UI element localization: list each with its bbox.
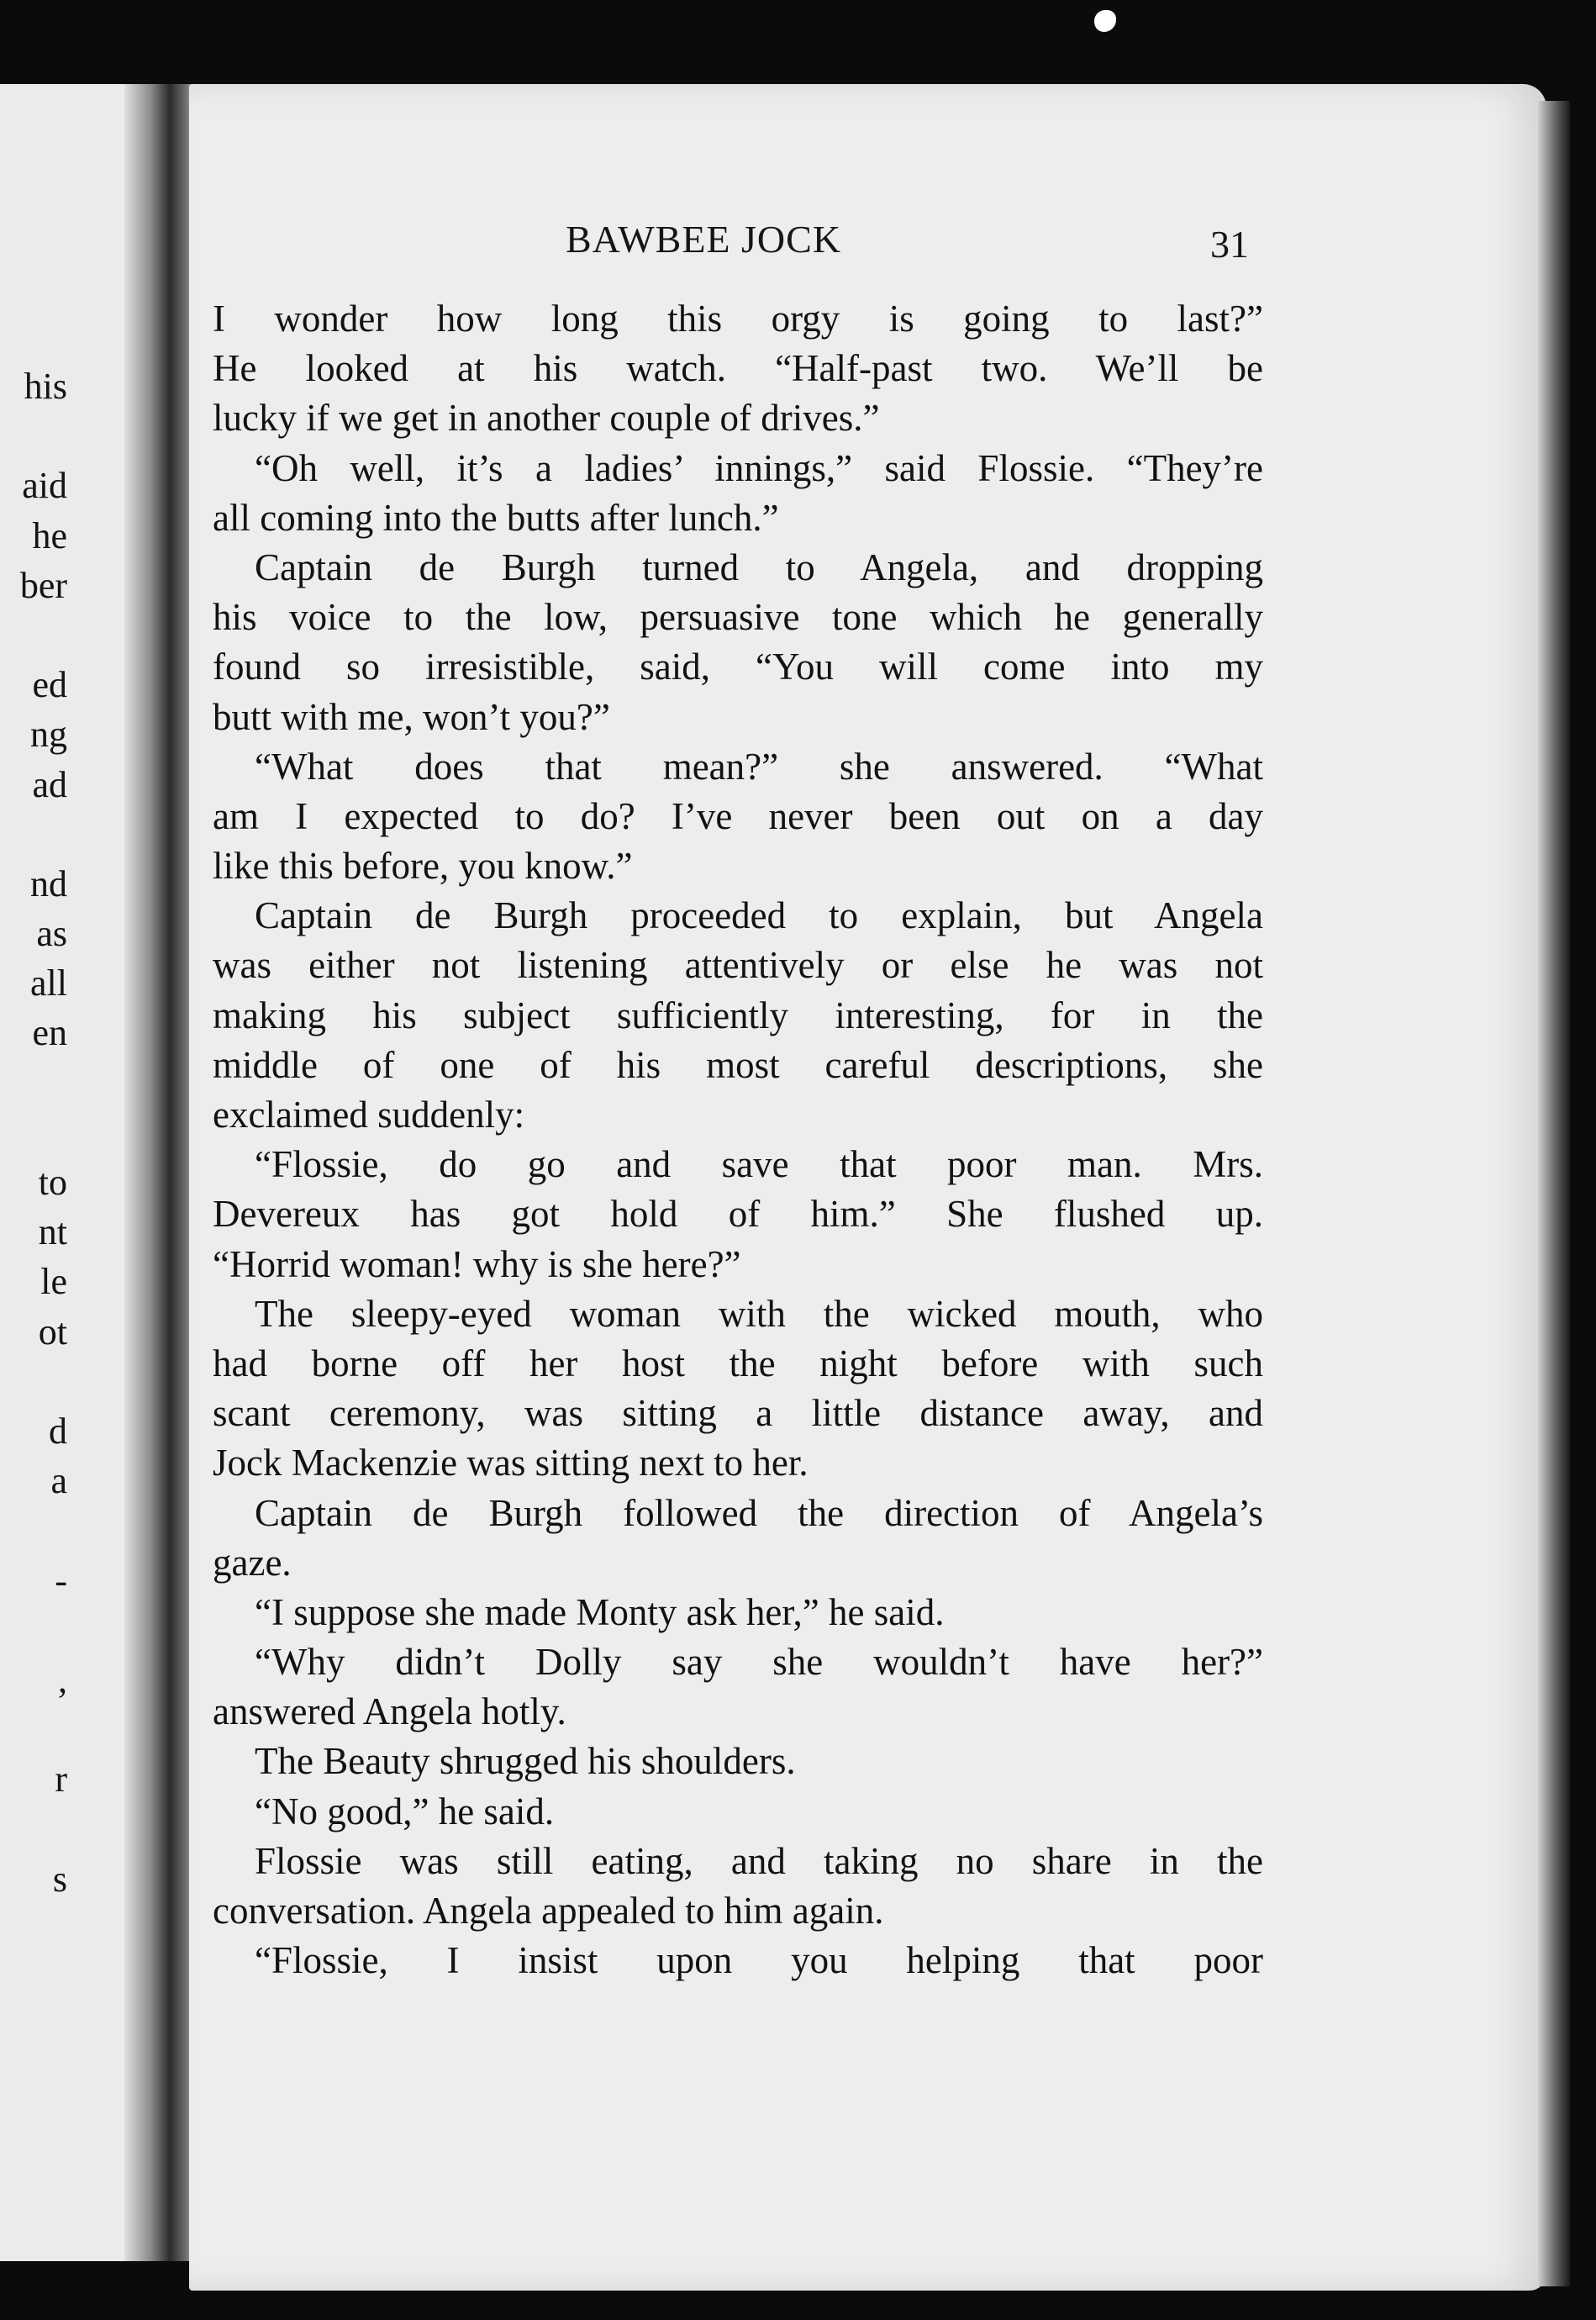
- page-edge-shadow: [1538, 101, 1570, 2286]
- text-line: answered Angela hotly.: [213, 1690, 566, 1733]
- text-line: found so irresistible, said, “You will come into my: [213, 646, 1263, 688]
- text-line: “I suppose she made Monty ask her,” he said.: [255, 1590, 945, 1633]
- previous-page-fragment: ad: [32, 763, 67, 805]
- scan-speck: [1094, 10, 1116, 32]
- previous-page-fragment: ,: [58, 1658, 67, 1700]
- text-line: Jock Mackenzie was sitting next to her.: [213, 1442, 809, 1484]
- text-line: “Flossie, I insist upon you helping that poor: [255, 1939, 1263, 1982]
- previous-page-fragment: [0, 1705, 67, 1754]
- text-line: exclaimed suddenly:: [213, 1094, 525, 1136]
- text-line: all coming into the butts after lunch.”: [213, 496, 779, 539]
- previous-page-fragment: ot: [38, 1310, 67, 1352]
- body-text: [213, 294, 1263, 1985]
- previous-page-fragment: a: [50, 1460, 67, 1502]
- text-line: “Oh well, it’s a ladies’ innings,” said Flossie. “They’re: [255, 446, 1263, 489]
- previous-page-fragment: nt: [38, 1211, 67, 1253]
- text-line: Captain de Burgh proceeded to explain, but Angela: [255, 894, 1263, 937]
- text-line: “No good,” he said.: [255, 1790, 555, 1832]
- text-line: like this before, you know.”: [213, 845, 633, 888]
- previous-page-fragment: his: [24, 366, 67, 407]
- previous-page-fragment: [0, 1804, 67, 1853]
- text-line: The Beauty shrugged his shoulders.: [255, 1740, 796, 1783]
- previous-page-fragment: nd: [30, 862, 67, 904]
- text-line: butt with me, won’t you?”: [213, 695, 610, 738]
- text-line: “Horrid woman! why is she here?”: [213, 1242, 741, 1285]
- previous-page-fragment: [0, 1058, 67, 1108]
- page-number: 31: [1210, 223, 1249, 266]
- text-line: making his subject sufficiently interesting, for in the: [213, 994, 1263, 1036]
- previous-page-fragment: aid: [22, 465, 67, 507]
- previous-page-fragment: ber: [19, 564, 67, 606]
- previous-page-fragment: s: [52, 1858, 67, 1900]
- text-line: “Flossie, do go and save that poor man. Mrs.: [255, 1143, 1263, 1186]
- text-line: had borne off her host the night before with such: [213, 1342, 1263, 1384]
- text-line: conversation. Angela appealed to him again.: [213, 1890, 884, 1932]
- text-line: am I expected to do? I’ve never been out on a day: [213, 794, 1263, 837]
- previous-page-fragment: r: [55, 1758, 67, 1801]
- text-line: I wonder how long this orgy is going to last?”: [213, 298, 1263, 340]
- text-line: lucky if we get in another couple of drives.”: [213, 397, 880, 440]
- text-line: “Why didn’t Dolly say she wouldn’t have her?”: [255, 1641, 1263, 1684]
- previous-page-fragment: all: [30, 962, 67, 1004]
- previous-page-fragment: [0, 610, 67, 660]
- text-line: middle of one of his most careful descriptions, she: [213, 1043, 1263, 1086]
- previous-page-fragment: -: [55, 1559, 67, 1601]
- previous-page-fragment: as: [36, 913, 67, 955]
- previous-page-fragment: [0, 1108, 67, 1157]
- text-line: “What does that mean?” she answered. “What: [255, 745, 1263, 788]
- previous-page-fragment: he: [32, 514, 67, 556]
- text-line: He looked at his watch. “Half-past two. We’ll be: [213, 347, 1263, 390]
- previous-page-fragment: [0, 411, 67, 461]
- text-line: scant ceremony, was sitting a little distance away, and: [213, 1392, 1263, 1435]
- previous-page-text-fragments: [0, 361, 67, 1904]
- previous-page-fragment: [0, 1505, 67, 1555]
- previous-page-fragment: [0, 1357, 67, 1406]
- previous-page-fragment: le: [40, 1261, 67, 1303]
- text-line: his voice to the low, persuasive tone which he generally: [213, 596, 1263, 639]
- previous-page-fragment: to: [38, 1162, 67, 1203]
- text-line: The sleepy-eyed woman with the wicked mouth, who: [255, 1292, 1263, 1335]
- running-title: BAWBEE JOCK: [566, 218, 842, 261]
- previous-page-fragment: ng: [30, 714, 67, 756]
- text-line: Captain de Burgh followed the direction of Angela’s: [255, 1491, 1263, 1534]
- previous-page-fragment: [0, 809, 67, 859]
- text-line: gaze.: [213, 1541, 292, 1584]
- text-line: was either not listening attentively or else he was not: [213, 944, 1263, 987]
- previous-page-fragment: ed: [32, 664, 67, 706]
- previous-page-fragment: en: [32, 1012, 67, 1054]
- previous-page-fragment: d: [49, 1410, 67, 1452]
- previous-page-fragment: [0, 1606, 67, 1655]
- text-line: Devereux has got hold of him.” She flushed up.: [213, 1193, 1263, 1236]
- text-line: Captain de Burgh turned to Angela, and dropping: [255, 546, 1263, 588]
- text-line: Flossie was still eating, and taking no share in the: [255, 1839, 1263, 1882]
